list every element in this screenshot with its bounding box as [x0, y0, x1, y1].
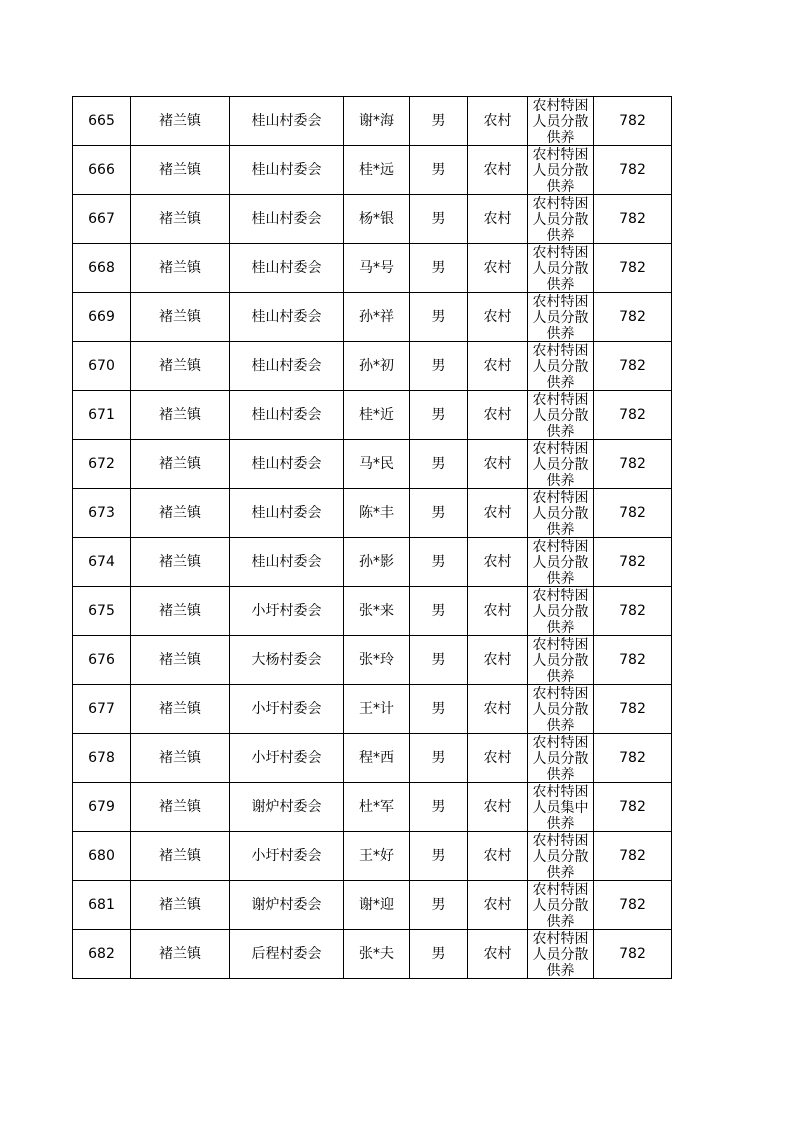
support-type-text: 农村特困人员集中供养: [532, 783, 589, 830]
amount-cell: 782: [594, 734, 672, 783]
village-committee-cell: 桂山村委会: [230, 293, 344, 342]
amount-cell: 782: [594, 440, 672, 489]
town-cell: 褚兰镇: [131, 97, 230, 146]
village-committee-cell: 桂山村委会: [230, 489, 344, 538]
area-type-cell: 农村: [468, 587, 528, 636]
village-committee-cell: 桂山村委会: [230, 342, 344, 391]
support-type-cell: [528, 244, 594, 293]
support-type-cell: [528, 342, 594, 391]
support-type-cell: [528, 636, 594, 685]
support-type-text: 农村特困人员分散供养: [532, 538, 589, 585]
support-type-cell: [528, 293, 594, 342]
amount-cell: 782: [594, 930, 672, 979]
support-type-cell: [528, 391, 594, 440]
row-number-cell: 681: [73, 881, 131, 930]
town-cell: 褚兰镇: [131, 832, 230, 881]
row-number-cell: 675: [73, 587, 131, 636]
support-type-cell: [528, 587, 594, 636]
table-row: [73, 685, 672, 734]
row-number-cell: 677: [73, 685, 131, 734]
area-type-cell: 农村: [468, 489, 528, 538]
town-cell: 褚兰镇: [131, 587, 230, 636]
amount-cell: 782: [594, 783, 672, 832]
area-type-cell: 农村: [468, 97, 528, 146]
town-cell: 褚兰镇: [131, 881, 230, 930]
person-name-cell: 王*计: [344, 685, 410, 734]
support-type-cell: [528, 881, 594, 930]
support-type-text: 农村特困人员分散供养: [532, 195, 589, 242]
amount-cell: 782: [594, 636, 672, 685]
village-committee-cell: 大杨村委会: [230, 636, 344, 685]
support-type-cell: [528, 97, 594, 146]
support-type-text: 农村特困人员分散供养: [532, 930, 589, 977]
gender-cell: 男: [410, 489, 468, 538]
table-row: [73, 146, 672, 195]
support-type-cell: [528, 685, 594, 734]
gender-cell: 男: [410, 636, 468, 685]
support-type-text: 农村特困人员分散供养: [532, 489, 589, 536]
table-row: [73, 783, 672, 832]
village-committee-cell: 小圩村委会: [230, 685, 344, 734]
person-name-cell: 马*号: [344, 244, 410, 293]
row-number-cell: 672: [73, 440, 131, 489]
village-committee-cell: 桂山村委会: [230, 97, 344, 146]
area-type-cell: 农村: [468, 440, 528, 489]
support-type-text: 农村特困人员分散供养: [532, 881, 589, 928]
village-committee-cell: 桂山村委会: [230, 440, 344, 489]
table-row: [73, 881, 672, 930]
gender-cell: 男: [410, 342, 468, 391]
town-cell: 褚兰镇: [131, 146, 230, 195]
row-number-cell: 669: [73, 293, 131, 342]
area-type-cell: 农村: [468, 783, 528, 832]
person-name-cell: 张*夫: [344, 930, 410, 979]
area-type-cell: 农村: [468, 734, 528, 783]
town-cell: 褚兰镇: [131, 244, 230, 293]
row-number-cell: 666: [73, 146, 131, 195]
town-cell: 褚兰镇: [131, 734, 230, 783]
row-number-cell: 671: [73, 391, 131, 440]
area-type-cell: 农村: [468, 930, 528, 979]
village-committee-cell: 谢炉村委会: [230, 881, 344, 930]
area-type-cell: 农村: [468, 146, 528, 195]
support-type-cell: [528, 195, 594, 244]
gender-cell: 男: [410, 930, 468, 979]
table-row: [73, 440, 672, 489]
table-row: [73, 832, 672, 881]
village-committee-cell: 小圩村委会: [230, 587, 344, 636]
area-type-cell: 农村: [468, 293, 528, 342]
support-type-text: 农村特困人员分散供养: [532, 146, 589, 193]
support-type-text: 农村特困人员分散供养: [532, 685, 589, 732]
amount-cell: 782: [594, 489, 672, 538]
village-committee-cell: 后程村委会: [230, 930, 344, 979]
gender-cell: 男: [410, 293, 468, 342]
table-row: [73, 293, 672, 342]
table-row: [73, 195, 672, 244]
person-name-cell: 孙*初: [344, 342, 410, 391]
gender-cell: 男: [410, 881, 468, 930]
support-type-cell: [528, 489, 594, 538]
person-name-cell: 陈*丰: [344, 489, 410, 538]
town-cell: 褚兰镇: [131, 342, 230, 391]
town-cell: 褚兰镇: [131, 685, 230, 734]
table-row: [73, 342, 672, 391]
row-number-cell: 678: [73, 734, 131, 783]
area-type-cell: 农村: [468, 244, 528, 293]
amount-cell: 782: [594, 146, 672, 195]
gender-cell: 男: [410, 244, 468, 293]
amount-cell: 782: [594, 244, 672, 293]
row-number-cell: 668: [73, 244, 131, 293]
gender-cell: 男: [410, 538, 468, 587]
person-name-cell: 桂*近: [344, 391, 410, 440]
table-row: [73, 587, 672, 636]
amount-cell: 782: [594, 391, 672, 440]
town-cell: 褚兰镇: [131, 293, 230, 342]
area-type-cell: 农村: [468, 685, 528, 734]
row-number-cell: 665: [73, 97, 131, 146]
area-type-cell: 农村: [468, 391, 528, 440]
support-type-cell: [528, 538, 594, 587]
area-type-cell: 农村: [468, 538, 528, 587]
gender-cell: 男: [410, 97, 468, 146]
support-type-cell: [528, 734, 594, 783]
person-name-cell: 谢*海: [344, 97, 410, 146]
town-cell: 褚兰镇: [131, 489, 230, 538]
beneficiary-table: [72, 96, 672, 979]
table-row: [73, 97, 672, 146]
gender-cell: 男: [410, 195, 468, 244]
table-row: [73, 930, 672, 979]
town-cell: 褚兰镇: [131, 636, 230, 685]
village-committee-cell: 桂山村委会: [230, 391, 344, 440]
village-committee-cell: 桂山村委会: [230, 244, 344, 293]
support-type-text: 农村特困人员分散供养: [532, 636, 589, 683]
table-row: [73, 734, 672, 783]
support-type-text: 农村特困人员分散供养: [532, 734, 589, 781]
amount-cell: 782: [594, 538, 672, 587]
row-number-cell: 673: [73, 489, 131, 538]
support-type-text: 农村特困人员分散供养: [532, 97, 589, 144]
amount-cell: 782: [594, 293, 672, 342]
table-row: [73, 538, 672, 587]
row-number-cell: 670: [73, 342, 131, 391]
area-type-cell: 农村: [468, 881, 528, 930]
table-row: [73, 636, 672, 685]
support-type-cell: [528, 930, 594, 979]
town-cell: 褚兰镇: [131, 783, 230, 832]
village-committee-cell: 桂山村委会: [230, 146, 344, 195]
person-name-cell: 杜*军: [344, 783, 410, 832]
amount-cell: 782: [594, 342, 672, 391]
amount-cell: 782: [594, 685, 672, 734]
person-name-cell: 程*西: [344, 734, 410, 783]
town-cell: 褚兰镇: [131, 930, 230, 979]
town-cell: 褚兰镇: [131, 391, 230, 440]
support-type-text: 农村特困人员分散供养: [532, 391, 589, 438]
gender-cell: 男: [410, 587, 468, 636]
person-name-cell: 孙*祥: [344, 293, 410, 342]
gender-cell: 男: [410, 685, 468, 734]
gender-cell: 男: [410, 391, 468, 440]
support-type-text: 农村特困人员分散供养: [532, 293, 589, 340]
support-type-text: 农村特困人员分散供养: [532, 587, 589, 634]
person-name-cell: 王*好: [344, 832, 410, 881]
table-row: [73, 244, 672, 293]
gender-cell: 男: [410, 734, 468, 783]
amount-cell: 782: [594, 881, 672, 930]
area-type-cell: 农村: [468, 195, 528, 244]
village-committee-cell: 桂山村委会: [230, 195, 344, 244]
support-type-text: 农村特困人员分散供养: [532, 832, 589, 879]
gender-cell: 男: [410, 832, 468, 881]
row-number-cell: 674: [73, 538, 131, 587]
person-name-cell: 张*来: [344, 587, 410, 636]
village-committee-cell: 小圩村委会: [230, 734, 344, 783]
amount-cell: 782: [594, 97, 672, 146]
person-name-cell: 谢*迎: [344, 881, 410, 930]
area-type-cell: 农村: [468, 832, 528, 881]
row-number-cell: 679: [73, 783, 131, 832]
row-number-cell: 682: [73, 930, 131, 979]
gender-cell: 男: [410, 146, 468, 195]
support-type-text: 农村特困人员分散供养: [532, 440, 589, 487]
row-number-cell: 676: [73, 636, 131, 685]
person-name-cell: 马*民: [344, 440, 410, 489]
person-name-cell: 孙*影: [344, 538, 410, 587]
person-name-cell: 杨*银: [344, 195, 410, 244]
town-cell: 褚兰镇: [131, 195, 230, 244]
support-type-text: 农村特困人员分散供养: [532, 244, 589, 291]
village-committee-cell: 桂山村委会: [230, 538, 344, 587]
town-cell: 褚兰镇: [131, 440, 230, 489]
town-cell: 褚兰镇: [131, 538, 230, 587]
amount-cell: 782: [594, 832, 672, 881]
area-type-cell: 农村: [468, 342, 528, 391]
support-type-cell: [528, 783, 594, 832]
table-row: [73, 391, 672, 440]
row-number-cell: 680: [73, 832, 131, 881]
person-name-cell: 桂*远: [344, 146, 410, 195]
support-type-cell: [528, 146, 594, 195]
village-committee-cell: 小圩村委会: [230, 832, 344, 881]
table-row: [73, 489, 672, 538]
village-committee-cell: 谢炉村委会: [230, 783, 344, 832]
person-name-cell: 张*玲: [344, 636, 410, 685]
gender-cell: 男: [410, 440, 468, 489]
amount-cell: 782: [594, 195, 672, 244]
support-type-cell: [528, 832, 594, 881]
support-type-cell: [528, 440, 594, 489]
table-body: [73, 97, 672, 979]
row-number-cell: 667: [73, 195, 131, 244]
support-type-text: 农村特困人员分散供养: [532, 342, 589, 389]
amount-cell: 782: [594, 587, 672, 636]
gender-cell: 男: [410, 783, 468, 832]
area-type-cell: 农村: [468, 636, 528, 685]
